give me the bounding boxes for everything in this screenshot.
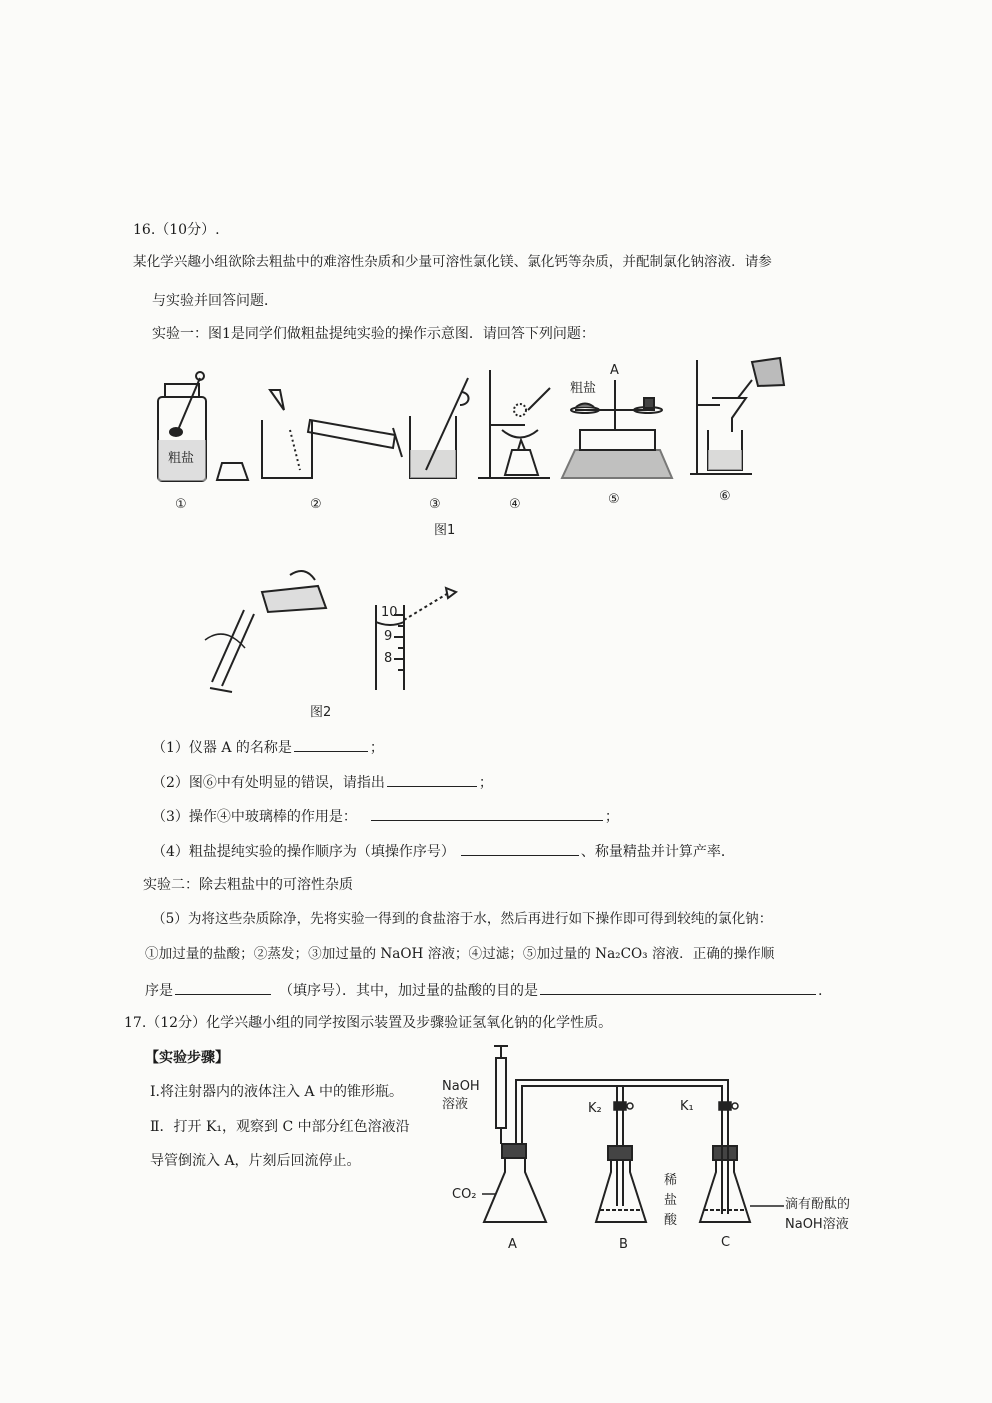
question-3-end: ； — [604, 809, 619, 825]
flask-b — [596, 1146, 646, 1222]
answer-blank-2[interactable] — [387, 772, 477, 787]
step-label-2: ② — [310, 497, 322, 512]
question-5-line2: ①加过量的盐酸；②蒸发；③加过量的 NaOH 溶液；④过滤；⑤加过量的 Na₂CO₃ 溶液．正确的操作顺 — [145, 946, 775, 962]
figure-1-caption: 图1 — [434, 523, 456, 538]
flask-a-label: A — [508, 1237, 517, 1252]
pouring-into-cylinder — [205, 571, 326, 692]
answer-blank-5-purpose[interactable] — [540, 980, 816, 995]
q16-intro-line2: 与实验并回答问题． — [152, 293, 278, 309]
question-1-text: （1）仪器 A 的名称是 — [152, 740, 292, 756]
acid-label-1: 稀 — [664, 1173, 678, 1188]
step4-evaporating-dish-burner — [478, 370, 550, 478]
question-2-text: （2）图⑥中有处明显的错误，请指出 — [152, 775, 385, 791]
experiment-one-heading: 实验一：图1是同学们做粗盐提纯实验的操作示意图．请回答下列问题： — [152, 326, 595, 342]
co2-label: CO₂ — [452, 1187, 477, 1202]
flask-a — [484, 1144, 546, 1222]
cylinder-tick-8: 8 — [384, 651, 393, 666]
question-3 — [152, 806, 619, 826]
question-1-end: ； — [369, 740, 384, 756]
bottle-label-text: 粗盐 — [168, 451, 195, 466]
cylinder-tick-10: 10 — [381, 605, 398, 620]
step-label-5: ⑤ — [608, 492, 620, 507]
instrument-a-label: A — [610, 363, 619, 378]
q16-intro-line1: 某化学兴趣小组欲除去粗盐中的难溶性杂质和少量可溶性氯化镁、氯化钙等杂质，并配制氯化钠溶液．请参 — [133, 254, 772, 270]
question-5-line1: （5）为将这些杂质除净，先将实验一得到的食盐溶于水，然后再进行如下操作即可得到较纯的氯化钠： — [152, 911, 773, 927]
flask-b-label: B — [619, 1237, 628, 1252]
question-5-purpose-text: （填序号）．其中，加过量的盐酸的目的是 — [279, 983, 538, 999]
q17-steps-title: 【实验步骤】 — [145, 1050, 229, 1066]
question-1 — [152, 737, 384, 757]
step6-filtration — [690, 358, 784, 474]
k2-label: K₂ — [588, 1101, 602, 1116]
step3-stirring-beaker — [410, 378, 469, 478]
flask-c-label: C — [721, 1235, 731, 1250]
question-4-text: （4）粗盐提纯实验的操作顺序为（填操作序号） — [152, 844, 455, 860]
step-label-3: ③ — [429, 497, 441, 512]
solution-label-2: NaOH溶液 — [785, 1217, 849, 1232]
k1-label: K₁ — [680, 1099, 694, 1114]
step2-pouring-into-beaker — [262, 390, 402, 478]
step-label-4: ④ — [509, 497, 521, 512]
question-5-order-text: 序是 — [145, 983, 173, 999]
connecting-tubes — [516, 1080, 728, 1206]
syringe — [494, 1046, 508, 1144]
flask-c — [700, 1146, 750, 1222]
figure-2-illustration — [0, 550, 992, 730]
answer-blank-5-order[interactable] — [175, 980, 271, 995]
experiment-two-heading: 实验二：除去粗盐中的可溶性杂质 — [143, 877, 353, 893]
cylinder-tick-9: 9 — [384, 629, 393, 644]
q17-step-2a: Ⅱ．打开 K₁，观察到 C 中部分红色溶液沿 — [150, 1119, 410, 1135]
acid-label-2: 盐 — [664, 1193, 678, 1208]
q17-header: 17.（12分）化学兴趣小组的同学按图示装置及步骤验证氢氧化钠的化学性质。 — [124, 1015, 613, 1031]
solution-label-1: 滴有酚酞的 — [785, 1197, 851, 1212]
q17-step-1: Ⅰ.将注射器内的液体注入 A 中的锥形瓶。 — [150, 1084, 403, 1100]
question-5-end: . — [818, 983, 823, 999]
answer-blank-3[interactable] — [371, 806, 603, 821]
step-label-1: ① — [175, 497, 187, 512]
question-3-text: （3）操作④中玻璃棒的作用是： — [152, 809, 357, 825]
clip-k1[interactable] — [719, 1102, 738, 1110]
step-label-6: ⑥ — [719, 489, 731, 504]
answer-blank-4[interactable] — [461, 841, 579, 856]
question-5-line3 — [145, 980, 822, 1000]
question-4-end: 、称量精盐并计算产率． — [580, 844, 735, 860]
apparatus-diagram — [0, 1040, 992, 1270]
question-2-end: ； — [478, 775, 493, 791]
acid-label-3: 酸 — [664, 1213, 678, 1228]
q17-step-2b: 导管倒流入 A，片刻后回流停止。 — [150, 1153, 361, 1169]
figure-1-illustration — [0, 350, 992, 550]
answer-blank-1[interactable] — [294, 737, 368, 752]
question-4 — [152, 841, 735, 861]
q16-header: 16.（10分）. — [133, 222, 220, 238]
clip-k2[interactable] — [614, 1102, 633, 1110]
balance-salt-label: 粗盐 — [570, 381, 597, 396]
naoh-label-2: 溶液 — [442, 1097, 469, 1112]
figure-2-caption: 图2 — [310, 705, 332, 720]
question-2 — [152, 772, 493, 792]
naoh-label-1: NaOH — [442, 1079, 480, 1094]
